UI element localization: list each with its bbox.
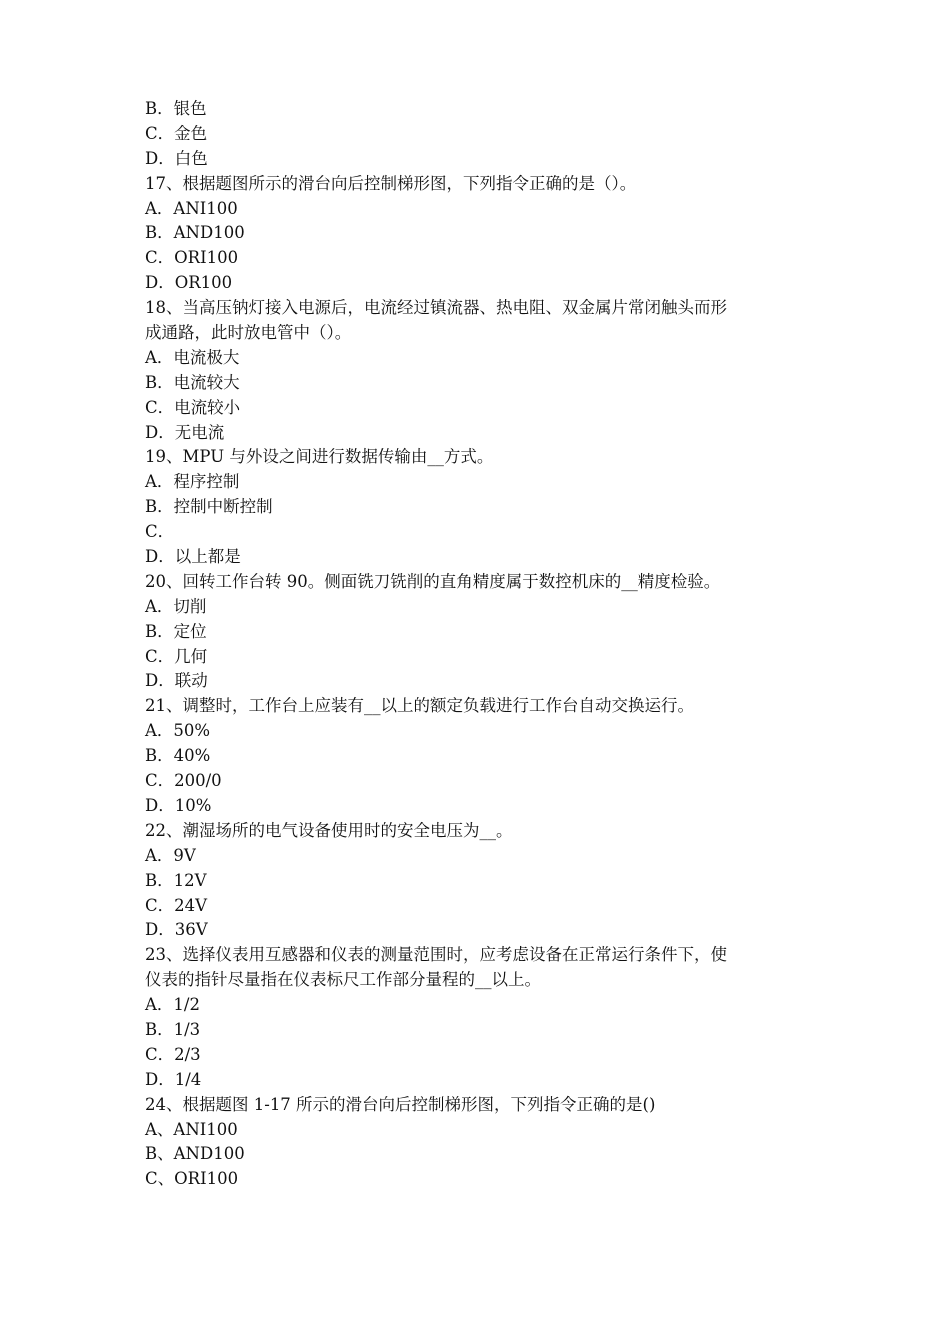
text-line: B．定位 bbox=[145, 621, 207, 641]
text-line: C．几何 bbox=[145, 646, 208, 666]
text-line: A．切削 bbox=[145, 596, 207, 616]
text-line: A．程序控制 bbox=[145, 472, 240, 492]
text-line: B．电流较大 bbox=[145, 372, 240, 392]
question-22: 22、潮湿场所的电气设备使用时的安全电压为__。 bbox=[145, 820, 513, 840]
text-line: B．AND100 bbox=[145, 223, 245, 243]
text-line: A．ANI100 bbox=[145, 198, 238, 218]
text-line: D．无电流 bbox=[145, 422, 225, 442]
text-line: A．电流极大 bbox=[145, 347, 240, 367]
text-line: A．9V bbox=[145, 845, 196, 865]
question-17: 17、根据题图所示的滑台向后控制梯形图，下列指令正确的是（）。 bbox=[145, 173, 637, 193]
text-line: C．金色 bbox=[145, 123, 208, 143]
text-line: C．2/3 bbox=[145, 1044, 201, 1064]
text-line: A．1/2 bbox=[145, 995, 200, 1015]
text-line: D．白色 bbox=[145, 148, 208, 168]
text-line: 仪表的指针尽量指在仪表标尺工作部分量程的__以上。 bbox=[145, 970, 541, 990]
question-19: 19、MPU 与外设之间进行数据传输由__方式。 bbox=[145, 447, 494, 467]
text-line: B．40% bbox=[145, 746, 211, 766]
text-line: A、ANI100 bbox=[145, 1119, 238, 1139]
text-line: 成通路，此时放电管中（）。 bbox=[145, 323, 352, 343]
text-line: D．OR100 bbox=[145, 273, 233, 293]
text-line: C．24V bbox=[145, 895, 208, 915]
text-line: B．控制中断控制 bbox=[145, 497, 273, 517]
text-line: C．ORI100 bbox=[145, 248, 239, 268]
text-line: C、ORI100 bbox=[145, 1169, 239, 1189]
question-20: 20、回转工作台转 90。侧面铣刀铣削的直角精度属于数控机床的__精度检验。 bbox=[145, 571, 721, 591]
text-line: B．12V bbox=[145, 870, 207, 890]
text-line: B．银色 bbox=[145, 99, 207, 118]
text-line: D．10% bbox=[145, 795, 212, 815]
text-line: C． bbox=[145, 522, 175, 542]
question-24: 24、根据题图 1-17 所示的滑台向后控制梯形图，下列指令正确的是() bbox=[145, 1094, 656, 1114]
question-23: 23、选择仪表用互感器和仪表的测量范围时，应考虑设备在正常运行条件下，使 bbox=[145, 945, 727, 965]
text-line: B．1/3 bbox=[145, 1019, 201, 1039]
text-line: C．200/0 bbox=[145, 771, 222, 791]
question-18: 18、当高压钠灯接入电源后，电流经过镇流器、热电阻、双金属片常闭触头而形 bbox=[145, 298, 727, 318]
text-line: D．以上都是 bbox=[145, 547, 241, 567]
text-line: A．50% bbox=[145, 721, 211, 741]
text-line: D．36V bbox=[145, 920, 208, 940]
text-line: D．联动 bbox=[145, 671, 208, 691]
text-line: C．电流较小 bbox=[145, 397, 241, 417]
document-page bbox=[145, 97, 835, 1192]
text-line: D．1/4 bbox=[145, 1069, 202, 1089]
text-line: B、AND100 bbox=[145, 1144, 245, 1164]
question-21: 21、调整时，工作台上应装有__以上的额定负载进行工作台自动交换运行。 bbox=[145, 696, 694, 716]
